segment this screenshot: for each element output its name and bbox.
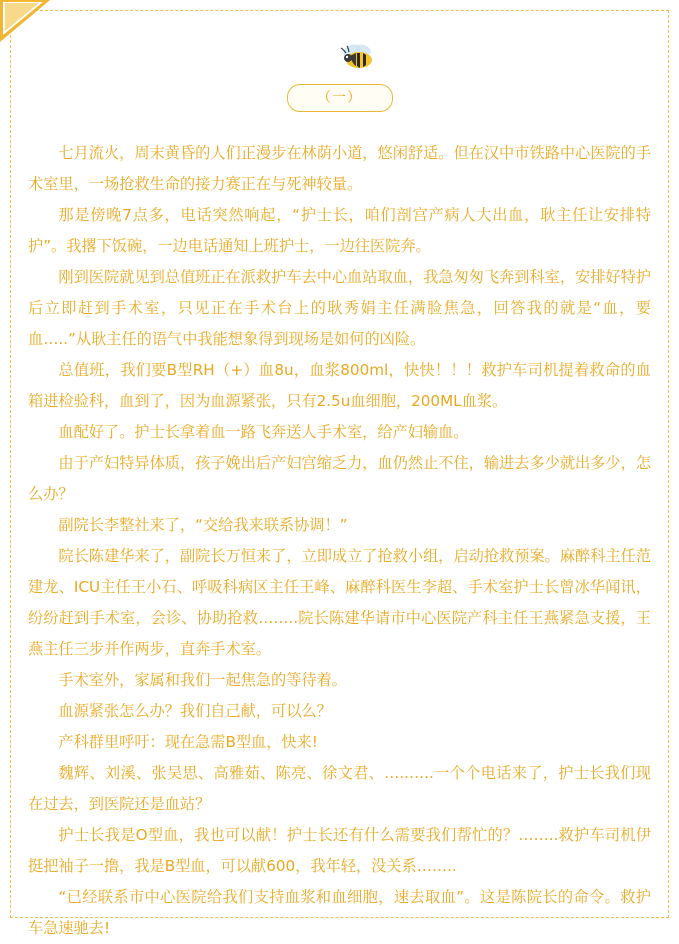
- section-header: [280, 0, 400, 112]
- paragraph: 产科群里呼吁：现在急需B型血，快来!: [58, 733, 318, 751]
- article-body: [28, 138, 651, 944]
- paragraph: 血源紧张怎么办？我们自己献，可以么？: [58, 702, 332, 720]
- bee-icon: [336, 42, 382, 74]
- paragraph: 护士长我是O型血，我也可以献！护士长还有什么需要我们帮忙的？……..救护车司机伊挺把袖子一撸，我是B型血，可以献600，我年轻，没关系……..: [28, 826, 651, 875]
- paragraph: 手术室外，家属和我们一起焦急的等待着。: [58, 671, 347, 689]
- paragraph: 总值班，我们要B型RH（+）血8u，血浆800ml，快快！！！救护车司机提着救命的血箱进检验科，血到了，因为血源紧张，只有2.5u血细胞，200ML血浆。: [28, 361, 651, 410]
- paragraph: 魏辉、刘溪、张吴思、高雅茹、陈亮、徐文君、…..…..一个个电话来了，护士长我们现在过去，到医院还是血站？: [28, 764, 651, 813]
- paragraph: 那是傍晚7点多，电话突然响起，“护士长，咱们剖宫产病人大出血，耿主任让安排特护”。我撂下饭碗，一边电话通知上班护士，一边往医院奔。: [28, 206, 651, 255]
- paragraph: 由于产妇特异体质，孩子娩出后产妇宫缩乏力，血仍然止不住，输进去多少就出多少，怎么办？: [28, 454, 651, 503]
- paragraph: 血配好了。护士长拿着血一路飞奔送人手术室，给产妇输血。: [58, 423, 469, 441]
- paragraph: 刚到医院就见到总值班正在派救护车去中心血站取血，我急匆匆飞奔到科室，安排好特护后立即赶到手术室，只见正在手术台上的耿秀娟主任满脸焦急，回答我的就是“血，要血…..”从耿主任的语气中我能想象得到现场是如何的凶险。: [28, 268, 651, 348]
- paragraph: 院长陈建华来了，副院长万恒来了，立即成立了抢救小组，启动抢救预案。麻醉科主任范建龙、ICU主任王小石、呼吸科病区主任王峰、麻醉科医生李超、手术室护士长曾冰华闻讯，纷纷赶到手术室，会诊、协助抢救……..院长陈建华请市中心医院产科主任王燕紧急支援，王燕主任三步并作两步，直奔手术室。: [28, 547, 651, 658]
- paragraph: “已经联系市中心医院给我们支持血浆和血细胞，速去取血”。这是陈院长的命令。救护车急速驰去!: [28, 888, 651, 937]
- paragraph: 副院长李整社来了，“交给我来联系协调！”: [58, 516, 348, 534]
- paragraph: 七月流火，周末黄昏的人们正漫步在林荫小道，悠闲舒适。但在汉中市铁路中心医院的手术室里，一场抢救生命的接力赛正在与死神较量。: [28, 144, 651, 193]
- section-label: （一）: [287, 84, 393, 112]
